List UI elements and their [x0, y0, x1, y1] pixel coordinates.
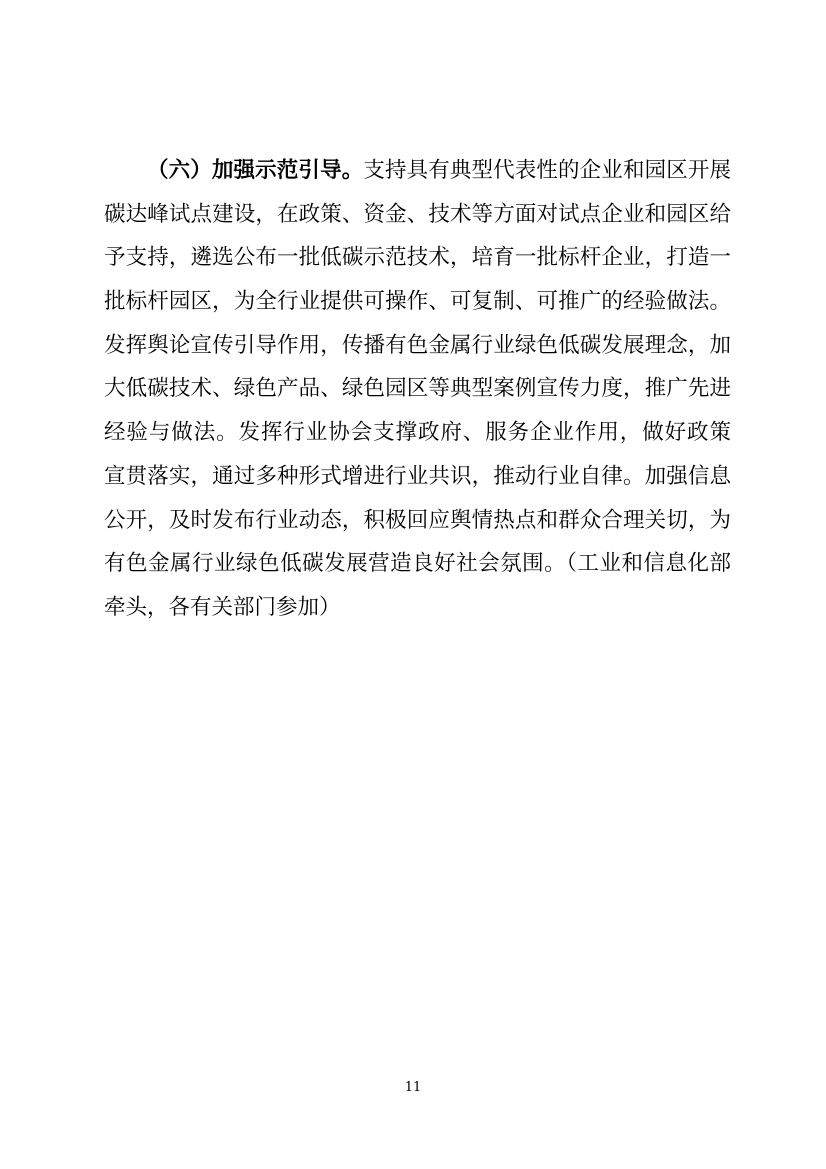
paragraph-line: 发挥舆论宣传引导作用，传播有色金属行业绿色低碳发展理念，加 [104, 332, 731, 358]
page-number: 11 [404, 1080, 422, 1095]
paragraph-line: 公开，及时发布行业动态，积极回应舆情热点和群众合理关切，为 [104, 507, 731, 533]
paragraph-line: 大低碳技术、绿色产品、绿色园区等典型案例宣传力度，推广先进 [104, 376, 731, 402]
paragraph-line: 予支持，遴选公布一批低碳示范技术，培育一批标杆企业，打造一 [104, 245, 731, 271]
section-6-paragraph [104, 149, 731, 630]
paragraph-line [104, 149, 731, 193]
paragraph-line: 经验与做法。发挥行业协会支撑政府、服务企业作用，做好政策 [104, 420, 731, 446]
paragraph-line: 宣贯落实，通过多种形式增进行业共识，推动行业自律。加强信息 [104, 463, 731, 489]
paragraph-line: 批标杆园区，为全行业提供可操作、可复制、可推广的经验做法。 [104, 289, 731, 315]
paragraph-line-text: 支持具有典型代表性的企业和园区开展 [363, 158, 731, 183]
paragraph-line: 碳达峰试点建设，在政策、资金、技术等方面对试点企业和园区给 [104, 201, 731, 227]
section-heading: （六）加强示范引导。 [147, 158, 364, 183]
paragraph-line: 牵头，各有关部门参加） [104, 594, 341, 620]
paragraph-line: 有色金属行业绿色低碳发展营造良好社会氛围。（工业和信息化部 [104, 551, 731, 577]
